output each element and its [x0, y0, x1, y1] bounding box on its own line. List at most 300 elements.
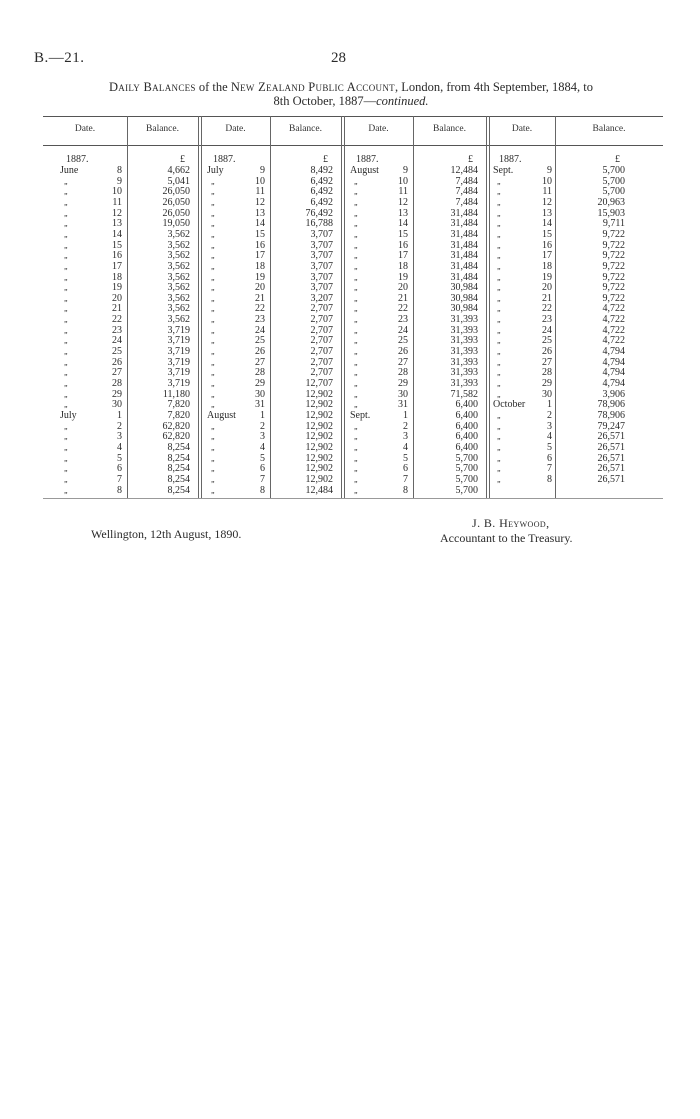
row-month: „ [211, 421, 216, 431]
row-day: 28 [112, 378, 122, 389]
row-day: 31 [398, 399, 408, 411]
row-day: 30 [112, 399, 122, 411]
row-balance: 12,902 [305, 452, 333, 464]
row-month: „ [211, 485, 216, 495]
row-month: „ [211, 336, 216, 346]
row-day: 26 [542, 346, 552, 358]
row-balance: 4,722 [602, 335, 625, 347]
row-day: 11 [398, 186, 408, 198]
row-day: 8 [260, 484, 265, 496]
row-month: „ [497, 325, 502, 335]
row-month: „ [64, 272, 69, 282]
row-month: „ [211, 208, 216, 218]
row-month: „ [211, 240, 216, 250]
row-balance: 3,562 [167, 271, 190, 283]
column-header-balance: Balance. [289, 124, 322, 134]
row-month: „ [497, 389, 502, 399]
row-balance: 12,902 [305, 473, 333, 485]
row-month: „ [64, 485, 69, 495]
row-balance: 5,700 [455, 484, 478, 496]
row-day: 3 [117, 431, 122, 443]
row-balance: 6,400 [455, 441, 478, 453]
row-month: „ [64, 357, 69, 367]
row-balance: 26,571 [597, 441, 625, 453]
row-day: 11 [112, 196, 122, 208]
year-label: 1887. [66, 154, 89, 165]
row-balance: 31,393 [450, 367, 478, 379]
row-balance: 31,484 [450, 228, 478, 240]
row-day: 4 [403, 441, 408, 453]
row-month: „ [497, 336, 502, 346]
row-month: „ [497, 421, 502, 431]
row-balance: 3,562 [167, 292, 190, 304]
row-balance: 30,984 [450, 282, 478, 294]
row-day: 22 [542, 303, 552, 315]
row-month: „ [64, 208, 69, 218]
place-and-date: Wellington, 12th August, 1890. [91, 527, 242, 541]
title-part-3: New Zealand Public Account [230, 80, 395, 94]
row-balance: 2,707 [310, 303, 333, 315]
row-month: „ [497, 347, 502, 357]
row-day: 7 [547, 463, 552, 475]
row-balance: 6,400 [455, 399, 478, 411]
row-day: 24 [112, 335, 122, 347]
column-header-date: Date. [74, 124, 96, 134]
row-balance: 31,393 [450, 346, 478, 358]
row-month: „ [64, 240, 69, 250]
row-balance: 6,492 [310, 175, 333, 187]
row-month: „ [211, 272, 216, 282]
row-month: „ [497, 229, 502, 239]
row-month: „ [354, 219, 359, 229]
column-header-date: Date. [225, 124, 246, 134]
title-part-1: Daily Balances [108, 80, 196, 94]
row-month: „ [497, 442, 502, 452]
row-day: 26 [398, 346, 408, 358]
row-month: „ [64, 432, 69, 442]
row-day: 23 [255, 314, 265, 326]
signatory-title: Accountant to the Treasury. [440, 531, 573, 545]
currency-unit: £ [468, 154, 473, 165]
row-month: July [207, 165, 224, 176]
row-balance: 20,963 [597, 196, 625, 208]
row-month: „ [211, 432, 216, 442]
row-month: „ [354, 304, 359, 314]
row-balance: 9,722 [602, 250, 625, 262]
row-month: „ [497, 464, 502, 474]
row-day: 13 [112, 218, 122, 230]
row-month: October [493, 399, 526, 411]
row-balance: 19,050 [162, 218, 190, 230]
row-month: June [60, 165, 79, 176]
row-month: „ [211, 347, 216, 357]
row-balance: 12,707 [305, 378, 333, 389]
row-month: „ [211, 283, 216, 293]
row-day: 20 [112, 292, 122, 304]
currency-unit: £ [180, 154, 185, 165]
row-balance: 4,722 [602, 303, 625, 315]
row-balance: 8,254 [167, 452, 190, 464]
row-balance: 15,903 [597, 207, 625, 219]
row-balance: 26,571 [597, 473, 625, 485]
row-month: „ [64, 261, 69, 271]
row-month: „ [64, 400, 69, 410]
row-balance: 3,719 [167, 324, 190, 336]
row-balance: 2,707 [310, 367, 333, 379]
row-month: „ [211, 464, 216, 474]
column-header-balance: Balance. [433, 124, 466, 134]
row-day: 23 [112, 324, 122, 336]
row-balance: 8,254 [167, 484, 190, 496]
row-day: 5 [260, 452, 265, 464]
row-balance: 31,484 [450, 207, 478, 219]
row-day: 24 [542, 324, 552, 336]
row-balance: 2,707 [310, 346, 333, 358]
row-balance: 3,707 [310, 282, 333, 294]
row-month: August [350, 165, 379, 176]
row-balance: 31,484 [450, 239, 478, 251]
row-month: „ [354, 208, 359, 218]
row-balance: 9,722 [602, 282, 625, 294]
row-balance: 4,722 [602, 324, 625, 336]
row-balance: 5,700 [455, 463, 478, 475]
row-day: 30 [398, 388, 408, 400]
row-month: „ [211, 357, 216, 367]
row-day: 10 [542, 175, 552, 187]
row-month: „ [354, 336, 359, 346]
row-balance: 12,902 [305, 399, 333, 411]
row-balance: 11,180 [162, 388, 190, 400]
column-header-balance: Balance. [146, 124, 179, 134]
row-month: „ [354, 229, 359, 239]
row-month: „ [354, 421, 359, 431]
row-balance: 12,484 [305, 484, 333, 496]
row-balance: 3,562 [167, 260, 190, 272]
row-day: 28 [542, 367, 552, 379]
row-day: 17 [255, 250, 265, 262]
row-balance: 3,562 [167, 228, 190, 240]
row-balance: 62,820 [162, 420, 190, 432]
row-day: 26 [255, 346, 265, 358]
row-month: „ [64, 283, 69, 293]
year-label: 1887. [499, 154, 522, 165]
row-month: „ [211, 389, 216, 399]
row-month: „ [354, 240, 359, 250]
row-day: 27 [542, 356, 552, 368]
row-day: 27 [398, 356, 408, 368]
column-rule [486, 116, 487, 498]
row-day: 3 [403, 431, 408, 443]
row-balance: 9,722 [602, 239, 625, 251]
row-month: „ [497, 219, 502, 229]
row-month: „ [354, 432, 359, 442]
row-month: „ [354, 400, 359, 410]
row-balance: 12,902 [305, 409, 333, 421]
title-part-4: , London, from 4th September, 1884, to [394, 80, 594, 94]
row-day: 28 [255, 367, 265, 379]
row-month: „ [354, 293, 359, 303]
row-month: „ [354, 379, 359, 388]
row-day: 9 [260, 165, 265, 176]
column-rule [127, 116, 128, 498]
row-day: 8 [117, 484, 122, 496]
row-month: Sept. [493, 165, 514, 176]
row-month: „ [64, 293, 69, 303]
row-day: 6 [117, 463, 122, 475]
year-label: 1887. [356, 154, 379, 165]
row-day: 12 [255, 196, 265, 208]
row-day: 7 [117, 473, 122, 485]
currency-unit: £ [323, 154, 328, 165]
row-month: „ [354, 272, 359, 282]
row-day: 10 [398, 175, 408, 187]
row-day: 2 [403, 420, 408, 432]
row-day: 10 [112, 186, 122, 198]
row-month: „ [354, 261, 359, 271]
row-month: „ [64, 187, 69, 197]
row-month: „ [497, 187, 502, 197]
row-balance: 6,400 [455, 431, 478, 443]
row-month: „ [497, 432, 502, 442]
row-month: „ [497, 315, 502, 325]
row-month: „ [211, 197, 216, 207]
row-balance: 7,484 [455, 175, 478, 187]
row-balance: 3,719 [167, 335, 190, 347]
row-month: „ [64, 176, 69, 186]
row-month: „ [211, 219, 216, 229]
row-balance: 9,722 [602, 271, 625, 283]
title-part-5: 8th October, 1887— [273, 94, 377, 108]
row-balance: 12,484 [450, 165, 478, 176]
row-month: „ [64, 389, 69, 399]
row-day: 8 [403, 484, 408, 496]
row-balance: 31,393 [450, 356, 478, 368]
row-balance: 16,788 [305, 218, 333, 230]
row-month: „ [497, 261, 502, 271]
row-day: 21 [542, 292, 552, 304]
column-header-balance: Balance. [592, 124, 626, 134]
row-day: 7 [403, 473, 408, 485]
row-day: 3 [547, 420, 552, 432]
row-day: 4 [117, 441, 122, 453]
row-month: „ [64, 464, 69, 474]
row-balance: 26,571 [597, 452, 625, 464]
row-day: 6 [403, 463, 408, 475]
row-day: 16 [255, 239, 265, 251]
row-day: 20 [255, 282, 265, 294]
row-day: 18 [255, 260, 265, 272]
page-number: 28 [331, 50, 346, 66]
row-day: 1 [260, 409, 265, 421]
row-day: 19 [255, 271, 265, 283]
signatory-name: J. B. Heywood, [472, 516, 550, 530]
row-balance: 26,571 [597, 463, 625, 475]
currency-unit: £ [615, 154, 620, 165]
row-month: „ [354, 474, 359, 484]
row-month: „ [211, 315, 216, 325]
row-day: 10 [255, 175, 265, 187]
row-day: 28 [398, 367, 408, 379]
row-balance: 8,254 [167, 441, 190, 453]
row-day: 17 [542, 250, 552, 262]
row-balance: 9,722 [602, 228, 625, 240]
row-month: „ [497, 304, 502, 314]
row-balance: 4,722 [602, 314, 625, 326]
row-balance: 31,484 [450, 218, 478, 230]
column-rule [489, 116, 490, 498]
row-balance: 12,902 [305, 431, 333, 443]
row-balance: 4,794 [602, 378, 625, 389]
row-balance: 3,707 [310, 271, 333, 283]
row-balance: 26,050 [162, 186, 190, 198]
row-month: „ [211, 187, 216, 197]
title-part-2: of the [195, 80, 231, 94]
row-day: 17 [112, 260, 122, 272]
row-balance: 26,050 [162, 207, 190, 219]
row-balance: 7,484 [455, 196, 478, 208]
row-day: 31 [255, 399, 265, 411]
row-month: „ [354, 368, 359, 378]
row-balance: 3,707 [310, 228, 333, 240]
row-day: 13 [398, 207, 408, 219]
row-day: 13 [255, 207, 265, 219]
row-balance: 3,719 [167, 378, 190, 389]
row-balance: 4,662 [167, 165, 190, 176]
row-month: „ [497, 197, 502, 207]
row-balance: 5,700 [602, 186, 625, 198]
row-balance: 26,050 [162, 196, 190, 208]
title-continued: continued. [376, 94, 429, 108]
table-top-rule [43, 116, 663, 117]
table-bottom-rule [43, 498, 663, 499]
row-balance: 12,902 [305, 463, 333, 475]
row-balance: 3,562 [167, 250, 190, 262]
row-day: 27 [255, 356, 265, 368]
row-balance: 8,254 [167, 473, 190, 485]
row-balance: 5,700 [455, 473, 478, 485]
row-balance: 76,492 [305, 207, 333, 219]
row-month: „ [64, 251, 69, 261]
row-day: 4 [260, 441, 265, 453]
row-balance: 3,906 [602, 388, 625, 400]
table-title [56, 80, 646, 108]
row-balance: 6,400 [455, 409, 478, 421]
row-month: „ [354, 251, 359, 261]
row-balance: 31,393 [450, 324, 478, 336]
row-day: 21 [255, 292, 265, 304]
row-day: 9 [547, 165, 552, 176]
row-month: „ [497, 272, 502, 282]
row-month: „ [211, 251, 216, 261]
row-month: „ [497, 379, 502, 388]
row-day: 12 [542, 196, 552, 208]
row-day: 27 [112, 367, 122, 379]
row-month: „ [497, 208, 502, 218]
row-balance: 4,794 [602, 356, 625, 368]
row-month: „ [354, 347, 359, 357]
row-day: 4 [547, 431, 552, 443]
row-balance: 9,722 [602, 292, 625, 304]
row-month: „ [497, 453, 502, 463]
row-day: 29 [398, 378, 408, 389]
row-balance: 31,484 [450, 271, 478, 283]
row-day: 24 [398, 324, 408, 336]
row-balance: 5,700 [602, 165, 625, 176]
row-month: „ [497, 283, 502, 293]
row-day: 19 [542, 271, 552, 283]
row-day: 5 [117, 452, 122, 464]
row-day: 22 [398, 303, 408, 315]
row-balance: 31,393 [450, 335, 478, 347]
row-balance: 30,984 [450, 292, 478, 304]
column-rule [555, 116, 556, 498]
row-day: 8 [117, 165, 122, 176]
row-day: 14 [255, 218, 265, 230]
row-month: „ [354, 197, 359, 207]
row-day: 2 [260, 420, 265, 432]
row-month: „ [64, 442, 69, 452]
row-balance: 5,700 [455, 452, 478, 464]
row-day: 6 [547, 452, 552, 464]
row-balance: 62,820 [162, 431, 190, 443]
row-day: 24 [255, 324, 265, 336]
row-balance: 12,902 [305, 388, 333, 400]
row-month: „ [354, 176, 359, 186]
report-reference: B.—21. [34, 50, 85, 66]
row-balance: 9,722 [602, 260, 625, 272]
row-month: „ [354, 464, 359, 474]
row-day: 15 [255, 228, 265, 240]
row-day: 22 [112, 314, 122, 326]
row-balance: 79,247 [597, 420, 625, 432]
row-balance: 5,700 [602, 175, 625, 187]
table-header-rule [43, 145, 663, 146]
row-month: „ [497, 176, 502, 186]
row-balance: 12,902 [305, 441, 333, 453]
row-month: „ [354, 325, 359, 335]
row-day: 20 [542, 282, 552, 294]
row-balance: 4,794 [602, 367, 625, 379]
row-day: 16 [542, 239, 552, 251]
row-balance: 4,794 [602, 346, 625, 358]
row-month: „ [354, 453, 359, 463]
row-day: 19 [398, 271, 408, 283]
row-month: „ [211, 474, 216, 484]
row-month: „ [497, 410, 502, 420]
year-label: 1887. [213, 154, 236, 165]
row-day: 14 [112, 228, 122, 240]
row-day: 1 [117, 409, 122, 421]
row-day: 11 [542, 186, 552, 198]
row-day: 5 [547, 441, 552, 453]
row-month: „ [354, 389, 359, 399]
row-balance: 78,906 [597, 409, 625, 421]
row-month: „ [64, 474, 69, 484]
row-month: „ [64, 347, 69, 357]
row-balance: 6,492 [310, 196, 333, 208]
row-day: 30 [542, 388, 552, 400]
row-balance: 3,719 [167, 367, 190, 379]
row-month: „ [64, 219, 69, 229]
row-day: 1 [403, 409, 408, 421]
row-month: „ [211, 176, 216, 186]
row-day: 7 [260, 473, 265, 485]
row-month: „ [497, 251, 502, 261]
row-balance: 3,562 [167, 303, 190, 315]
row-month: „ [64, 368, 69, 378]
row-balance: 6,492 [310, 186, 333, 198]
row-day: 25 [542, 335, 552, 347]
